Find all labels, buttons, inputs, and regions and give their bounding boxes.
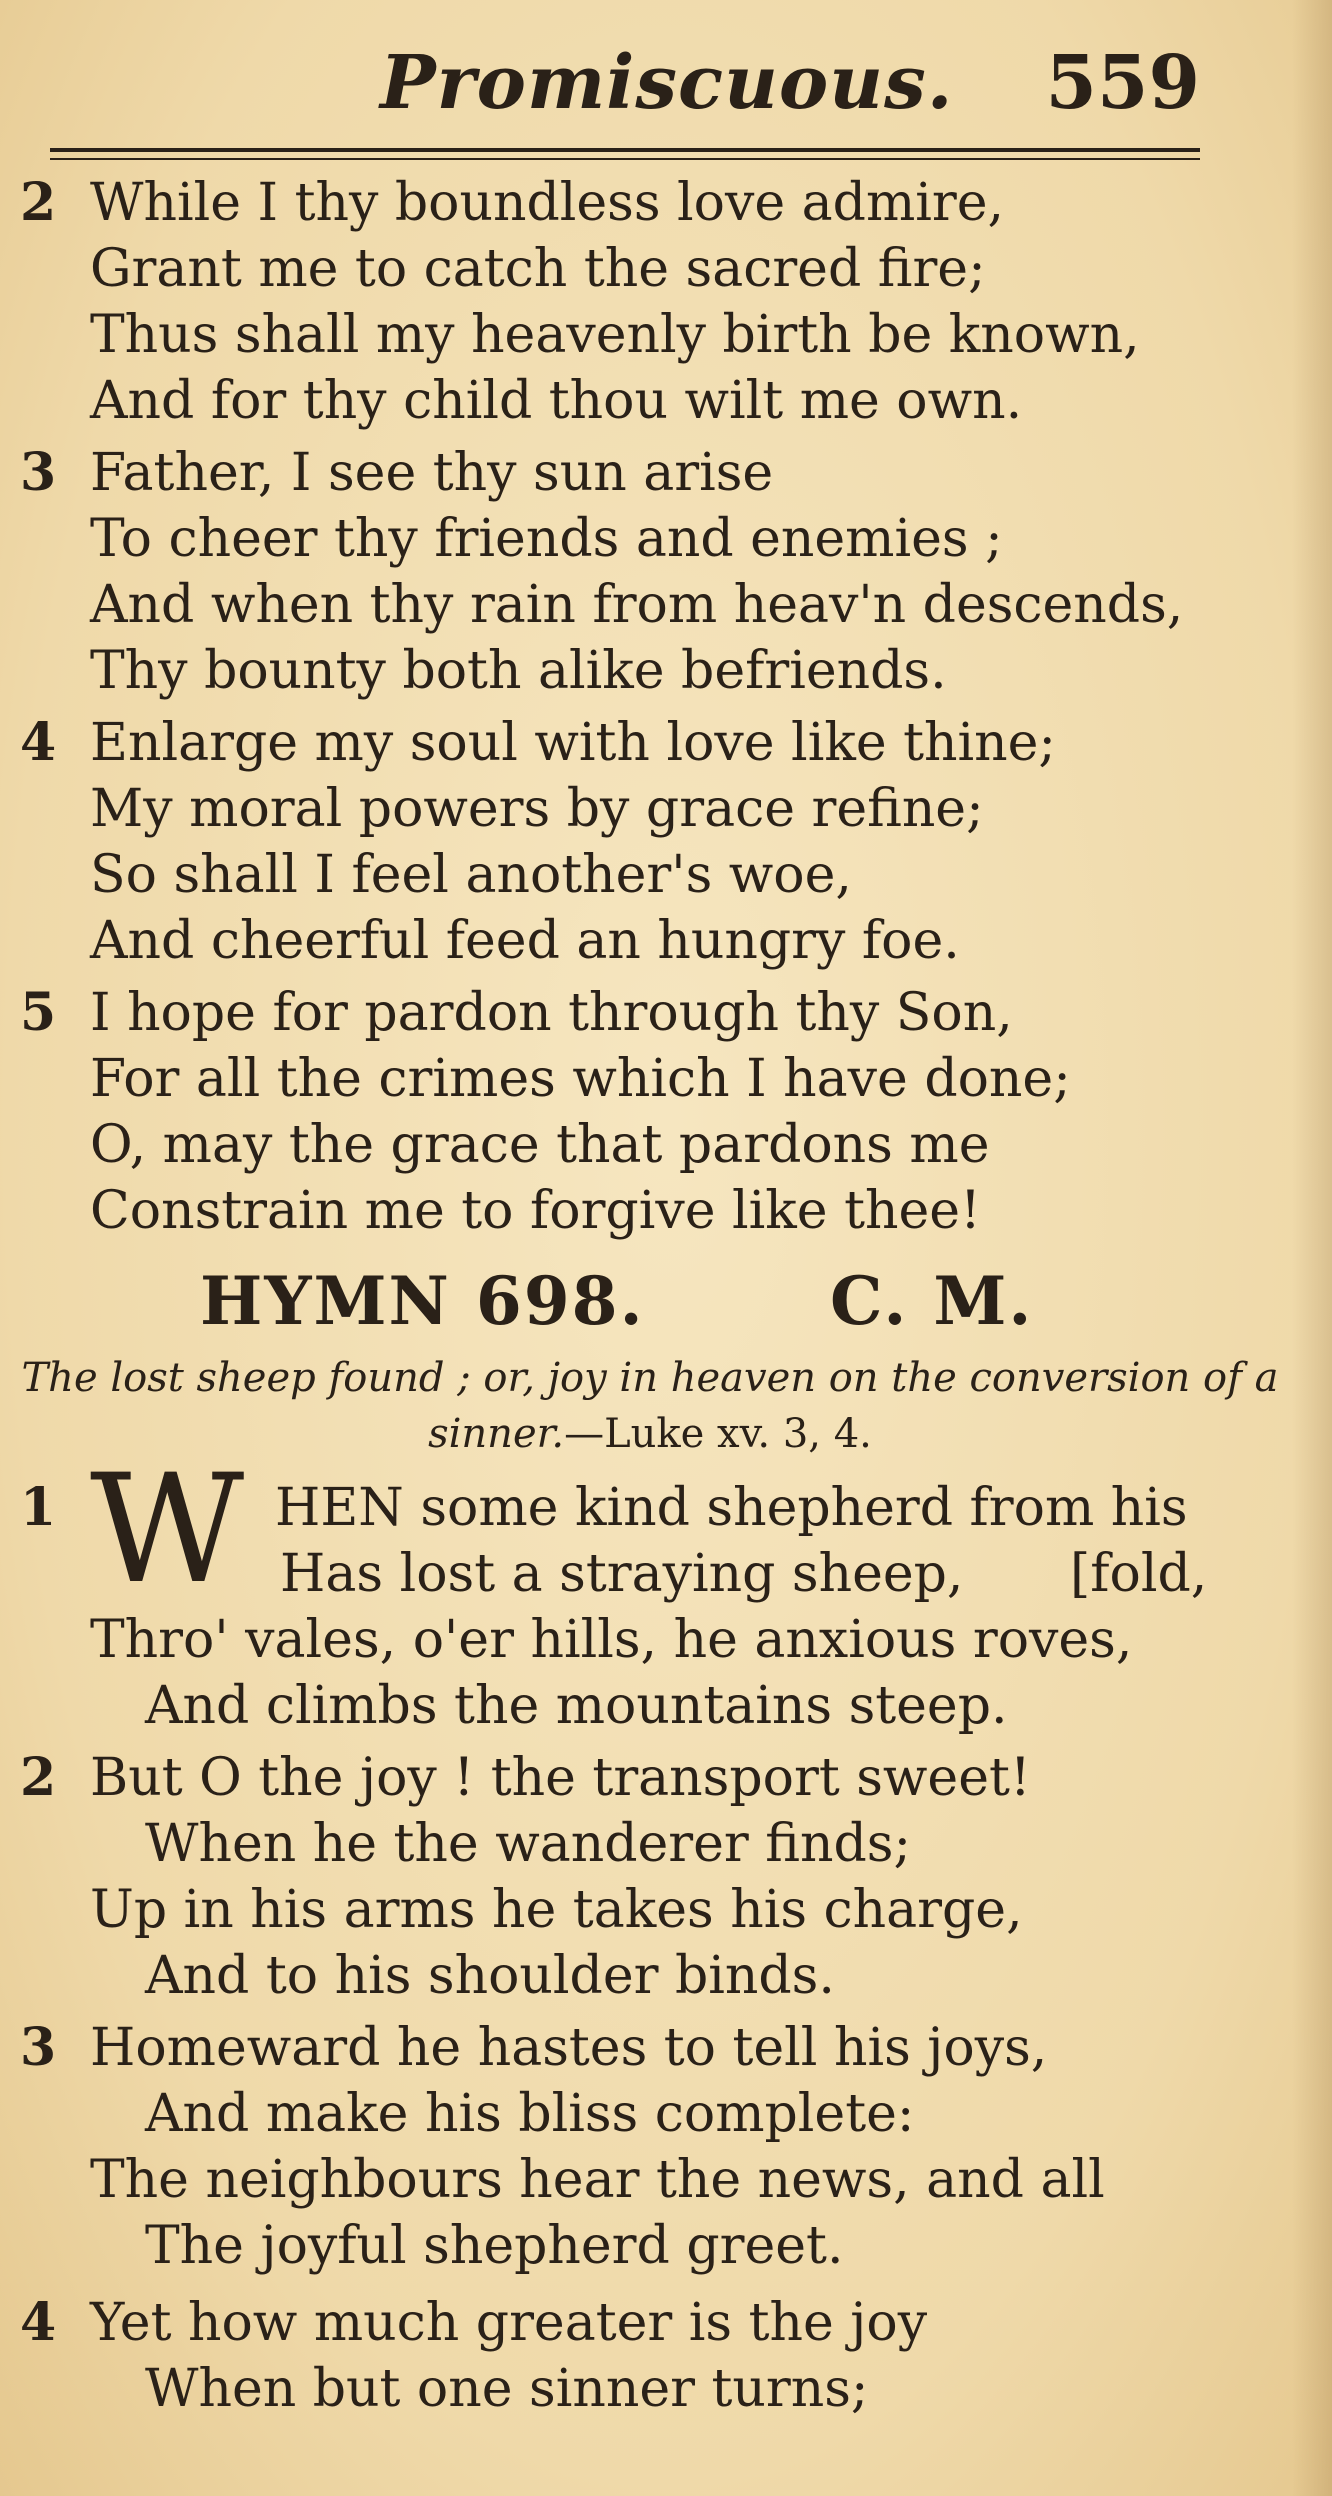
verse-line: Enlarge my soul with love like thine; — [90, 713, 1056, 773]
verse-line: I hope for pardon through thy Son, — [90, 983, 1013, 1043]
verse-line: Homeward he hastes to tell his joys, — [90, 2018, 1048, 2078]
verse-line: To cheer thy friends and enemies ; — [90, 509, 1003, 569]
hymn-number: HYMN 698. — [200, 1262, 645, 1340]
verse-line: HEN some kind shepherd from his — [275, 1478, 1188, 1538]
verse-line: And make his bliss complete: — [145, 2084, 915, 2144]
verse-line: And for thy child thou wilt me own. — [90, 371, 1023, 431]
running-title: Promiscuous. — [380, 40, 954, 126]
page-edge-shadow — [1292, 0, 1332, 2496]
verse-line: So shall I feel another's woe, — [90, 845, 852, 905]
subtitle-text: The lost sheep found ; or, joy in heaven on the conversion of a sinner. — [21, 1355, 1279, 1457]
verse-line: Thro' vales, o'er hills, he anxious roves, — [90, 1610, 1133, 1670]
verse-5 — [20, 980, 1280, 1244]
bracketed-turnover: [fold, — [1070, 1544, 1208, 1604]
verse-line: My moral powers by grace refine; — [90, 779, 984, 839]
verse-line: Constrain me to forgive like thee! — [90, 1181, 981, 1241]
hymn-verse-4 — [20, 2290, 1280, 2422]
verse-line: When but one sinner turns; — [145, 2359, 869, 2419]
verse-line: When he the wanderer finds; — [145, 1814, 911, 1874]
verse-line: Thus shall my heavenly birth be known, — [90, 305, 1140, 365]
verse-number: 4 — [20, 712, 57, 773]
verse-number: 3 — [20, 2017, 57, 2078]
verse-number: 4 — [20, 2292, 57, 2353]
verse-2 — [20, 170, 1280, 434]
verse-line: O, may the grace that pardons me — [90, 1115, 990, 1175]
verse-line: Up in his arms he takes his charge, — [90, 1880, 1023, 1940]
verse-line: The neighbours hear the news, and all — [90, 2150, 1105, 2210]
hymn-verse-3 — [20, 2015, 1280, 2279]
verse-number: 3 — [20, 442, 57, 503]
verse-number: 5 — [20, 982, 57, 1043]
verse-line: But O the joy ! the transport sweet! — [90, 1748, 1031, 1808]
verse-line: And to his shoulder binds. — [145, 1946, 835, 2006]
verse-line: The joyful shepherd greet. — [145, 2216, 844, 2276]
verse-line: Has lost a straying sheep, — [280, 1544, 964, 1604]
scripture-reference: —Luke xv. 3, 4. — [564, 1411, 872, 1457]
drop-cap: W — [90, 1443, 245, 1617]
verse-line: Father, I see thy sun arise — [90, 443, 774, 503]
verse-number: 2 — [20, 172, 57, 233]
page-header — [380, 40, 1220, 130]
hymn-verse-1 — [20, 1443, 1280, 1739]
verse-number: 2 — [20, 1747, 57, 1808]
verse-line: Yet how much greater is the joy — [90, 2293, 928, 2353]
verse-line: And cheerful feed an hungry foe. — [90, 911, 960, 971]
verse-number: 1 — [20, 1477, 57, 1538]
verse-line: Grant me to catch the sacred fire; — [90, 239, 986, 299]
page-number: 559 — [1045, 40, 1200, 126]
verse-3 — [20, 440, 1280, 704]
verse-line: While I thy boundless love admire, — [90, 173, 1005, 233]
verse-line: And when thy rain from heav'n descends, — [90, 575, 1184, 635]
hymn-verse-2 — [20, 1745, 1280, 2009]
header-rule — [50, 148, 1200, 160]
verse-line: And climbs the mountains steep. — [145, 1676, 1008, 1736]
verse-4 — [20, 710, 1280, 974]
verse-line: Thy bounty both alike befriends. — [90, 641, 947, 701]
hymn-meter: C. M. — [830, 1262, 1034, 1340]
verse-line: For all the crimes which I have done; — [90, 1049, 1071, 1109]
hymn-title — [200, 1262, 1100, 1342]
